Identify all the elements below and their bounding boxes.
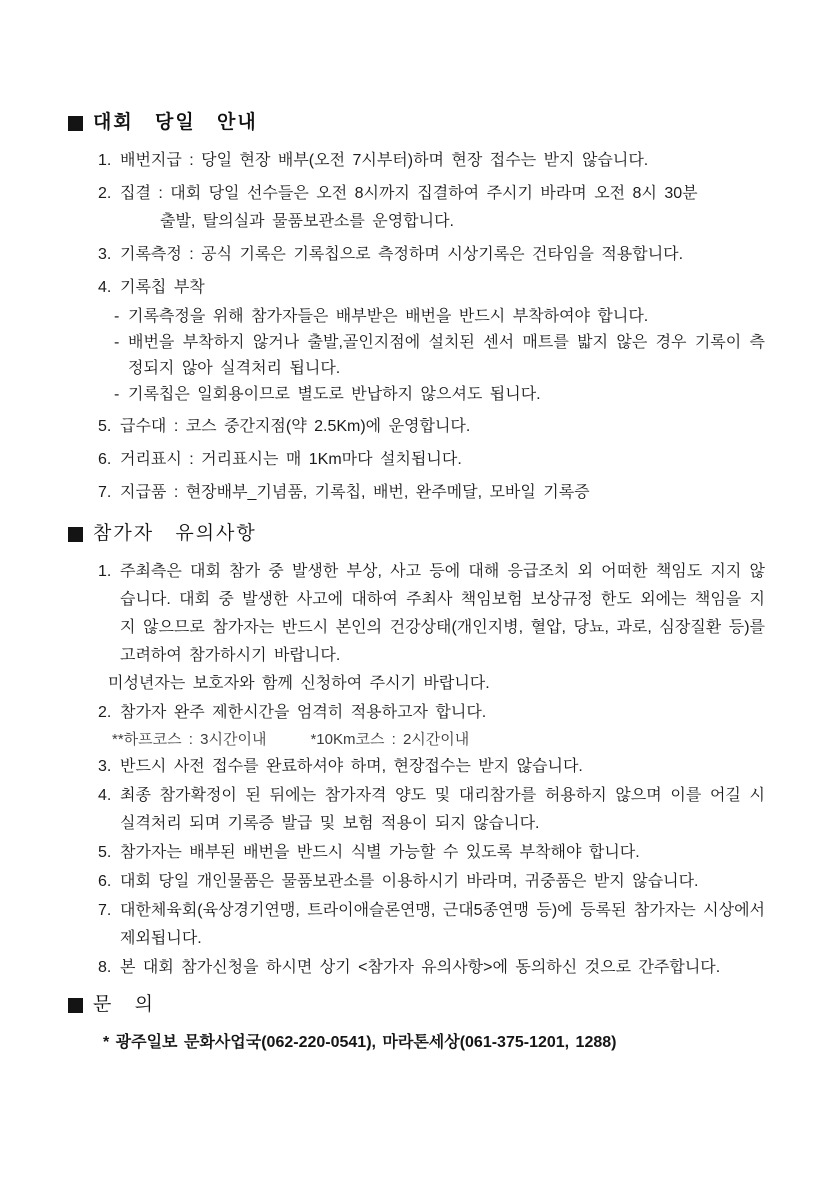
- list-item: [98, 413, 765, 441]
- section-title: 대회 당일 안내: [93, 112, 258, 133]
- section-heading-participant-notes: [68, 523, 765, 545]
- black-square-bullet-icon: [68, 998, 83, 1013]
- dash-marker: -: [114, 386, 120, 403]
- list-item: [98, 868, 765, 896]
- list-item: [98, 699, 765, 752]
- item-number: 6.: [98, 451, 112, 468]
- list-item: [98, 274, 765, 408]
- item-number: 5.: [98, 844, 112, 861]
- item-text: 지급품 : 현장배부_기념품, 기록칩, 배번, 완주메달, 모바일 기록증: [120, 484, 590, 501]
- item-text: [114, 274, 765, 408]
- list-item: [98, 558, 765, 698]
- item-number: 3.: [98, 246, 112, 263]
- item-text: 배번지급 : 당일 현장 배부(오전 7시부터)하며 현장 접수는 받지 않습니다.: [120, 152, 649, 169]
- item-text: [112, 699, 765, 752]
- item-number: 2.: [98, 704, 112, 721]
- list-item: [98, 782, 765, 838]
- item-text: 본 대회 참가신청을 하시면 상기 <참가자 유의사항>에 동의하신 것으로 간주합니다.: [120, 959, 721, 976]
- sub-item-list: [114, 304, 765, 408]
- item-number: 1.: [98, 152, 112, 169]
- black-square-bullet-icon: [68, 527, 83, 542]
- list-item: [98, 839, 765, 867]
- item-text: 참가자는 배부된 배번을 반드시 식별 가능할 수 있도록 부착해야 합니다.: [120, 844, 640, 861]
- sub-item-text: 배번을 부착하지 않거나 출발,골인지점에 설치된 센서 매트를 밟지 않은 경우 기록이 측정되지 않아 실격처리 됩니다.: [128, 334, 765, 377]
- list-item: [98, 479, 765, 507]
- item-number: 2.: [98, 185, 112, 202]
- list-item: [98, 897, 765, 953]
- item-number: 6.: [98, 873, 112, 890]
- item-title: 기록칩 부착: [120, 279, 205, 296]
- sub-item-text: 기록칩은 일회용이므로 별도로 반납하지 않으셔도 됩니다.: [128, 386, 541, 403]
- item-text: 거리표시 : 거리표시는 매 1Km마다 설치됩니다.: [120, 451, 462, 468]
- list-item: [98, 180, 765, 236]
- minor-notice-line: 미성년자는 보호자와 함께 신청하여 주시기 바랍니다.: [108, 675, 490, 692]
- item-text: [120, 180, 765, 236]
- sub-item: [114, 330, 765, 382]
- item-text: 급수대 : 코스 중간지점(약 2.5Km)에 운영합니다.: [120, 418, 471, 435]
- item-text: [108, 558, 765, 698]
- sub-item: [114, 304, 765, 330]
- dash-marker: -: [114, 308, 120, 325]
- list-item: [98, 954, 765, 982]
- item-text: 반드시 사전 접수를 완료하셔야 하며, 현장접수는 받지 않습니다.: [120, 758, 583, 775]
- item-paragraph: 주최측은 대회 참가 중 발생한 부상, 사고 등에 대해 응급조치 외 어떠한 책임도 지지 않습니다. 대회 중 발생한 사고에 대하여 주최사 책임보험 보상규정 한도 외에는 책임을 지지 않으므로 참가자는 반드시 본인의 건강상태(개인지병, 혈압, 당뇨, 과로, 심장질환 등)를 고려하여 참가하시기 바랍니다.: [120, 563, 765, 664]
- list-item: [98, 446, 765, 474]
- item-text-line1: 집결 : 대회 당일 선수들은 오전 8시까지 집결하여 주시기 바라며 오전 8시 30분: [120, 185, 698, 202]
- dash-marker: -: [114, 334, 120, 351]
- section-heading-inquiry: [68, 994, 765, 1016]
- section-title: 참가자 유의사항: [93, 523, 257, 544]
- half-course-limit: **하프코스 : 3시간이내: [112, 731, 267, 748]
- section-inquiry: [68, 994, 765, 1057]
- item-number: 1.: [98, 563, 112, 580]
- section-heading-event-day: [68, 112, 765, 134]
- list-item: [98, 753, 765, 781]
- ten-km-course-limit: *10Km코스 : 2시간이내: [310, 731, 470, 748]
- sub-item: [114, 382, 765, 408]
- item-paragraph: 참가자 완주 제한시간을 엄격히 적용하고자 합니다.: [120, 704, 487, 721]
- sub-item-text: 기록측정을 위해 참가자들은 배부받은 배번을 반드시 부착하여야 합니다.: [128, 308, 649, 325]
- list-item: [98, 241, 765, 269]
- item-number: 8.: [98, 959, 112, 976]
- section-participant-notes: [68, 523, 765, 982]
- item-number: 4.: [98, 279, 112, 296]
- item-number: 3.: [98, 758, 112, 775]
- item-text: 기록측정 : 공식 기록은 기록칩으로 측정하며 시상기록은 건타임을 적용합니다.: [120, 246, 684, 263]
- item-number: 7.: [98, 484, 112, 501]
- item-number: 7.: [98, 902, 112, 919]
- list-item: [98, 147, 765, 175]
- item-number: 5.: [98, 418, 112, 435]
- section-title: 문 의: [93, 994, 155, 1015]
- item-text-line2: 출발, 탈의실과 물품보관소를 운영합니다.: [160, 213, 454, 230]
- time-limit-note: [112, 727, 765, 752]
- contact-info-line: * 광주일보 문화사업국(062-220-0541), 마라톤세상(061-375-1201, 1288): [103, 1034, 617, 1051]
- black-square-bullet-icon: [68, 116, 83, 131]
- section-event-day-info: [68, 112, 765, 507]
- item-text: 대한체육회(육상경기연맹, 트라이애슬론연맹, 근대5종연맹 등)에 등록된 참가자는 시상에서 제외됩니다.: [120, 902, 765, 947]
- item-text: 대회 당일 개인물품은 물품보관소를 이용하시기 바라며, 귀중품은 받지 않습니다.: [120, 873, 699, 890]
- item-number: 4.: [98, 787, 112, 804]
- item-text: 최종 참가확정이 된 뒤에는 참가자격 양도 및 대리참가를 허용하지 않으며 이를 어길 시 실격처리 되며 기록증 발급 및 보험 적용이 되지 않습니다.: [120, 787, 765, 832]
